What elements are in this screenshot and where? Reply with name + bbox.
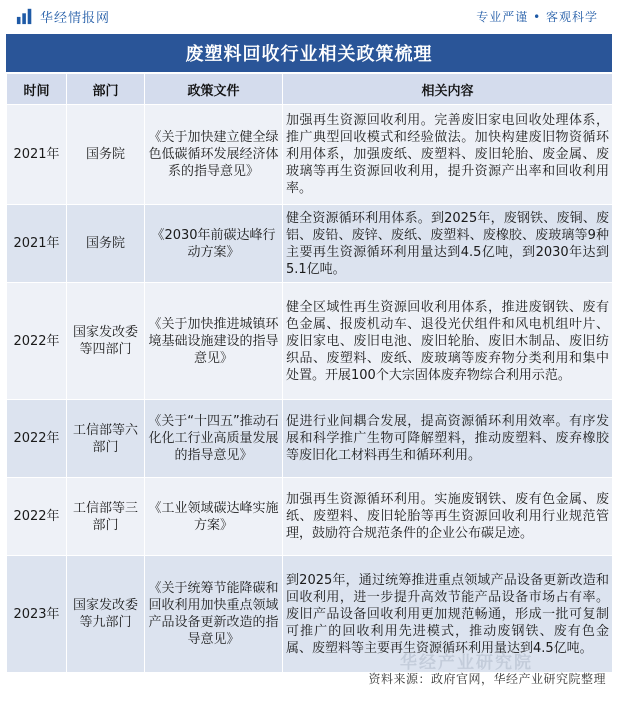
table-row	[7, 205, 613, 283]
brand-name: 华经情报网	[40, 10, 111, 26]
cell-dept: 国家发改委等九部门	[67, 556, 145, 673]
cell-time: 2022年	[7, 283, 67, 400]
brand-logo-icon	[16, 7, 34, 25]
cell-doc: 《2030年前碳达峰行动方案》	[145, 205, 283, 283]
top-bar	[0, 0, 618, 32]
cell-time: 2021年	[7, 105, 67, 205]
cell-doc: 《工业领域碳达峰实施方案》	[145, 478, 283, 556]
cell-content: 促进行业间耦合发展，提高资源循环利用效率。有序发展和科学推广生物可降解塑料，推动废塑料、废弃橡胶等废旧化工材料再生和循环利用。	[283, 400, 613, 478]
cell-content: 加强再生资源回收利用。完善废旧家电回收处理体系，推广典型回收模式和经验做法。加快构建废旧物资循环利用体系，加强废纸、废塑料、废旧轮胎、废金属、废玻璃等再生资源回收利用，提升资源产出率和回收利用率。	[283, 105, 613, 205]
cell-time: 2022年	[7, 400, 67, 478]
cell-content: 健全区域性再生资源回收利用体系，推进废钢铁、废有色金属、报废机动车、退役光伏组件和风电机组叶片、废旧家电、废旧电池、废旧轮胎、废旧木制品、废旧纺织品、废塑料、废纸、废玻璃等废弃物分类利用和集中处置。开展100个大宗固体废弃物综合利用示范。	[283, 283, 613, 400]
cell-dept: 工信部等六部门	[67, 400, 145, 478]
brand	[16, 7, 110, 26]
cell-time: 2021年	[7, 205, 67, 283]
source-note: 资料来源：政府官网，华经产业研究院整理	[368, 672, 606, 686]
table-header-row	[7, 74, 613, 105]
table-row	[7, 478, 613, 556]
page-title: 废塑料回收行业相关政策梳理	[6, 34, 612, 72]
cell-doc: 《关于“十四五”推动石化化工行业高质量发展的指导意见》	[145, 400, 283, 478]
cell-time: 2023年	[7, 556, 67, 673]
cell-dept: 国家发改委等四部门	[67, 283, 145, 400]
column-header-dept: 部门	[67, 74, 145, 105]
column-header-content: 相关内容	[283, 74, 613, 105]
cell-doc: 《关于加快建立健全绿色低碳循环发展经济体系的指导意见》	[145, 105, 283, 205]
column-header-doc: 政策文件	[145, 74, 283, 105]
slogan: 专业严谨 • 客观科学	[476, 9, 598, 24]
cell-doc: 《关于统筹节能降碳和回收利用加快重点领域产品设备更新改造的指导意见》	[145, 556, 283, 673]
table-row	[7, 105, 613, 205]
table-row	[7, 283, 613, 400]
cell-content: 加强再生资源循环利用。实施废钢铁、废有色金属、废纸、废塑料、废旧轮胎等再生资源回收利用行业规范管理，鼓励符合规范条件的企业公布碳足迹。	[283, 478, 613, 556]
cell-content: 健全资源循环利用体系。到2025年，废钢铁、废铜、废铝、废铅、废锌、废纸、废塑料、废橡胶、废玻璃等9种主要再生资源循环利用量达到4.5亿吨，到2030年达到5.1亿吨。	[283, 205, 613, 283]
policy-table	[6, 73, 613, 673]
cell-time: 2022年	[7, 478, 67, 556]
cell-doc: 《关于加快推进城镇环境基础设施建设的指导意见》	[145, 283, 283, 400]
column-header-time: 时间	[7, 74, 67, 105]
table-row	[7, 400, 613, 478]
cell-dept: 工信部等三部门	[67, 478, 145, 556]
cell-content: 到2025年，通过统筹推进重点领域产品设备更新改造和回收利用，进一步提升高效节能产品设备市场占有率。废旧产品设备回收利用更加规范畅通，形成一批可复制可推广的回收利用先进模式，推动废钢铁、废有色金属、废塑料等主要再生资源循环利用量达到4.5亿吨。	[283, 556, 613, 673]
watermark: 华经产业研究院	[400, 653, 533, 673]
table-row	[7, 556, 613, 673]
cell-dept: 国务院	[67, 205, 145, 283]
cell-dept: 国务院	[67, 105, 145, 205]
